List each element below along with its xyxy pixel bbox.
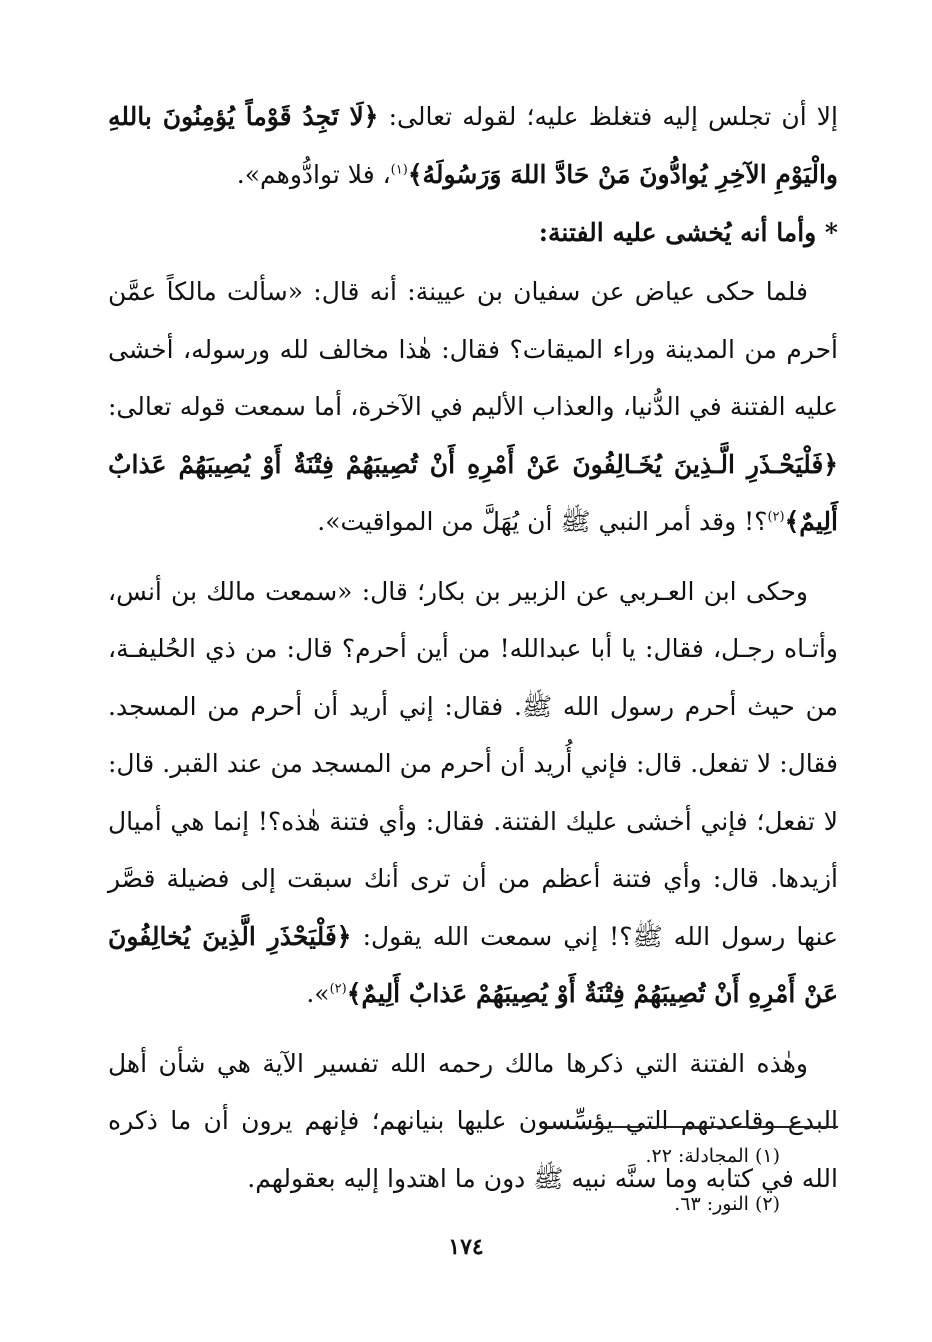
paragraph-1 [108,88,838,203]
footnote-ref[interactable]: (٢) [767,509,785,525]
footnote-ref[interactable]: (٢) [329,981,347,997]
section-heading: * وأما أنه يُخشى عليه الفتنة: [538,218,838,247]
text-run: وحكى ابن العـربي عن الزبير بن بكار؛ قال: «سمعت مالك بن أنس، وأتـاه رجـل، فقال: يا أبا عبدالله! من أين أحرم؟ قال: من ذي الحُليفـة، من حيث أحرم رسول الله ﷺ. فقال: إني أريد أن أحرم من المسجد. فقال: لا تفعل. قال: فإني أُريد أن أحرم من المسجد من عند القبر. قال: لا تفعل؛ فإني أخشى عليك الفتنة. فقال: وأي فتنة هٰذه؟! إنما هي أميال أزيدها. قال: وأي فتنة أعظم من أن ترى أنك سبقت إلى فضيلة قصَّر عنها رسول الله ﷺ؟! إني سمعت الله يقول: [108,576,838,951]
text-run: إلا أن تجلس إليه فتغلظ عليه؛ لقوله تعالى: [378,102,838,131]
text-run: ». [306,979,330,1008]
footnote-ref[interactable]: (١) [390,162,408,178]
page-number: ١٧٤ [448,1234,484,1260]
footnote-divider [542,1126,838,1128]
text-run: وهٰذه الفتنة التي ذكرها مالك رحمه الله تفسير الآية هي شأن أهل البدع وقاعدتهم التي يؤسِّسون عليها بنيانهم؛ فإنهم يرون أن ما ذكره الله في كتابه وما سنَّه نبيه ﷺ دون ما اهتدوا إليه بعقولهم. [108,1048,838,1193]
page-body [108,88,838,1207]
footnotes [108,1132,780,1228]
footnote-2: (٢) النور: ٦٣. [674,1193,780,1215]
paragraph-2 [108,263,838,551]
quran-verse: ﴿فَلْيَحْذَرِ الَّذِينَ يُخالِفُونَ عَنْ أَمْرِهِ أَنْ تُصِيبَهُمْ فِتْنَةٌ أَوْ يُصِيبَهُمْ عَذابٌ أَلِيمٌ﴾ [108,921,838,1008]
text-run: ، فلا توادُّوهم». [236,159,391,189]
quran-verse: ﴿فَلْيَحْـذَرِ الَّـذِينَ يُخَـالِفُونَ عَنْ أَمْرِهِ أَنْ تُصِيبَهُمْ فِتْنَةٌ أَوْ يُصِيبَهُمْ عَذابٌ أَلِيمٌ﴾ [108,449,838,536]
quran-verse: ﴿لَا تَجِدُ قَوْماً يُؤمِنُونَ باللهِ والْيَوْمِ الآخِرِ يُوادُّونَ مَنْ حَادَّ اللهَ وَرَسُولَهُ﴾ [108,102,838,189]
text-run: فلما حكى عياض عن سفيان بن عيينة: أنه قال: «سألت مالكاً عمَّن أحرم من المدينة وراء الميقات؟ فقال: هٰذا مخالف لله ورسوله، أخشى عليه الفتنة في الدُّنيا، والعذاب الأليم في الآخرة، أما سمعت قوله تعالى: [108,277,838,421]
text-run: ؟! وقد أمر النبي ﷺ أن يُهَلَّ من المواقيت». [317,507,768,536]
footnote-1: (١) المجادلة: ٢٢. [645,1145,780,1167]
paragraph-3 [108,563,838,1023]
